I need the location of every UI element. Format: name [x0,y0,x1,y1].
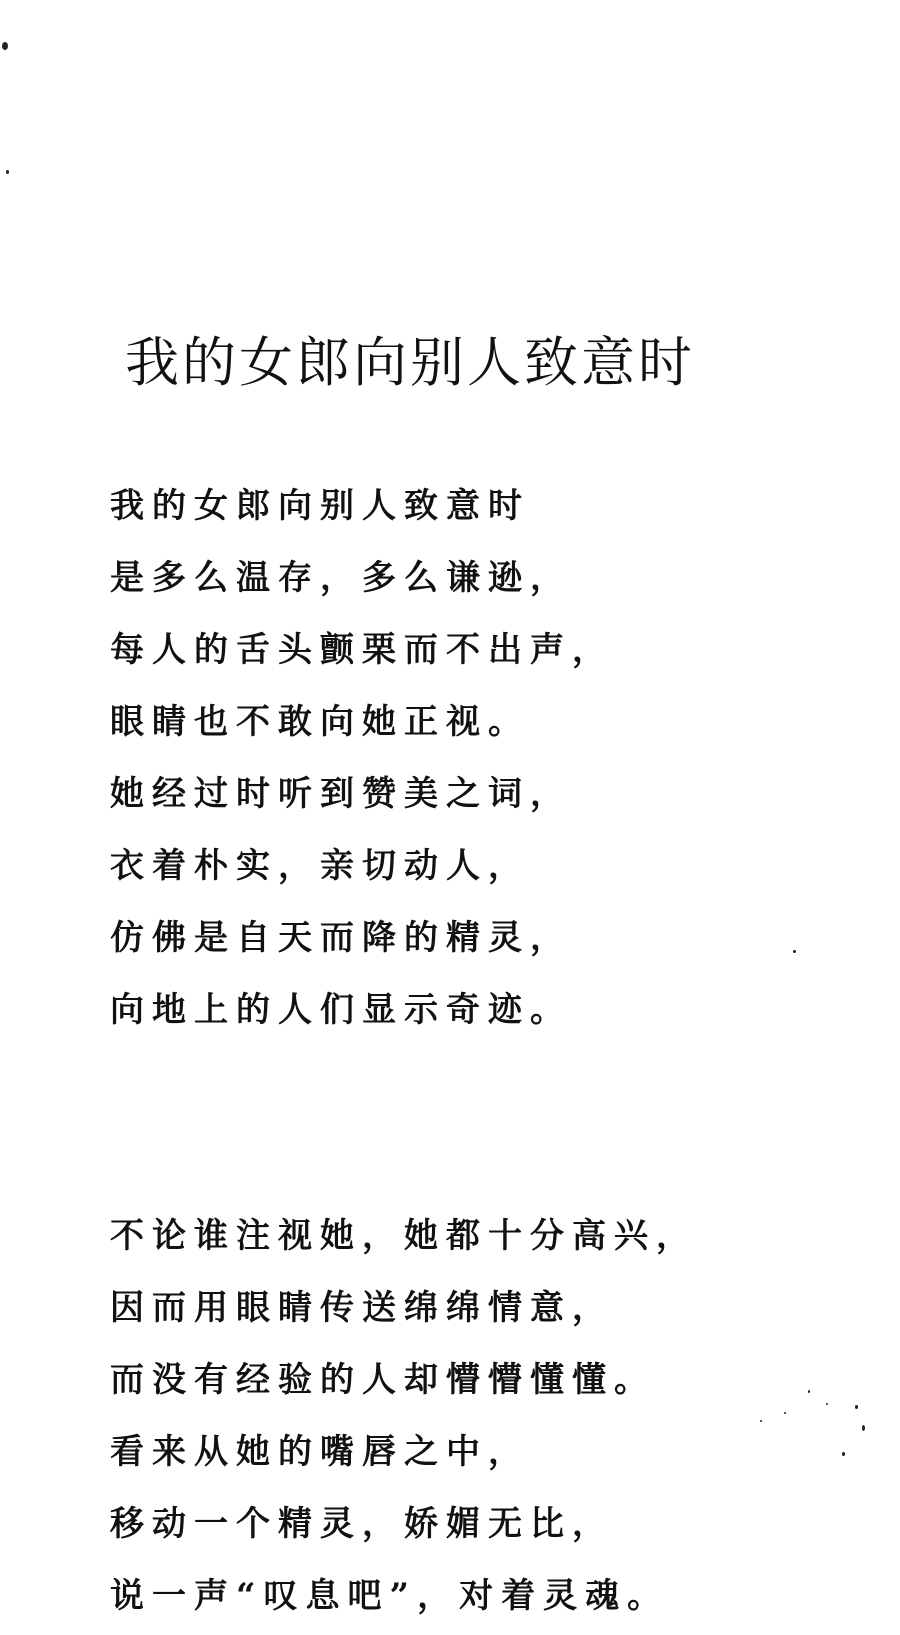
poem-title: 我的女郎向别人致意时 [125,331,695,395]
poem-line: 不论谁注视她，她都十分高兴， [110,1216,698,1256]
scan-speck [784,1412,786,1414]
scan-speck [842,1452,845,1456]
stanza-1 [110,470,750,1046]
scan-speck [2,42,8,50]
poem-line: 衣着朴实，亲切动人， [110,846,530,886]
poem-line: 仿佛是自天而降的精灵， [110,918,572,958]
poem-line: 她经过时听到赞美之词， [110,774,572,814]
poem-line: 我的女郎向别人致意时 [110,486,530,526]
poem-line: 每人的舌头颤栗而不出声， [110,630,614,670]
stanza-2 [110,1200,750,1632]
scan-speck [862,1425,865,1431]
scan-speck [826,1403,828,1405]
scan-speck [6,170,9,174]
poem-line: 而没有经验的人却懵懵懂懂。 [110,1360,656,1400]
scan-speck [760,1420,762,1422]
poem-line: 说一声“叹息吧”，对着灵魂。 [110,1576,670,1616]
scan-speck [855,1405,858,1409]
poem-line: 看来从她的嘴唇之中， [110,1432,530,1472]
poem-line: 因而用眼睛传送绵绵情意， [110,1288,614,1328]
poem-line: 眼睛也不敢向她正视。 [110,702,530,742]
scan-speck [808,1390,810,1393]
poem-line: 是多么温存，多么谦逊， [110,558,572,598]
scan-speck [793,950,796,953]
poem-line: 向地上的人们显示奇迹。 [110,990,572,1030]
poem-line: 移动一个精灵，娇媚无比， [110,1504,614,1544]
